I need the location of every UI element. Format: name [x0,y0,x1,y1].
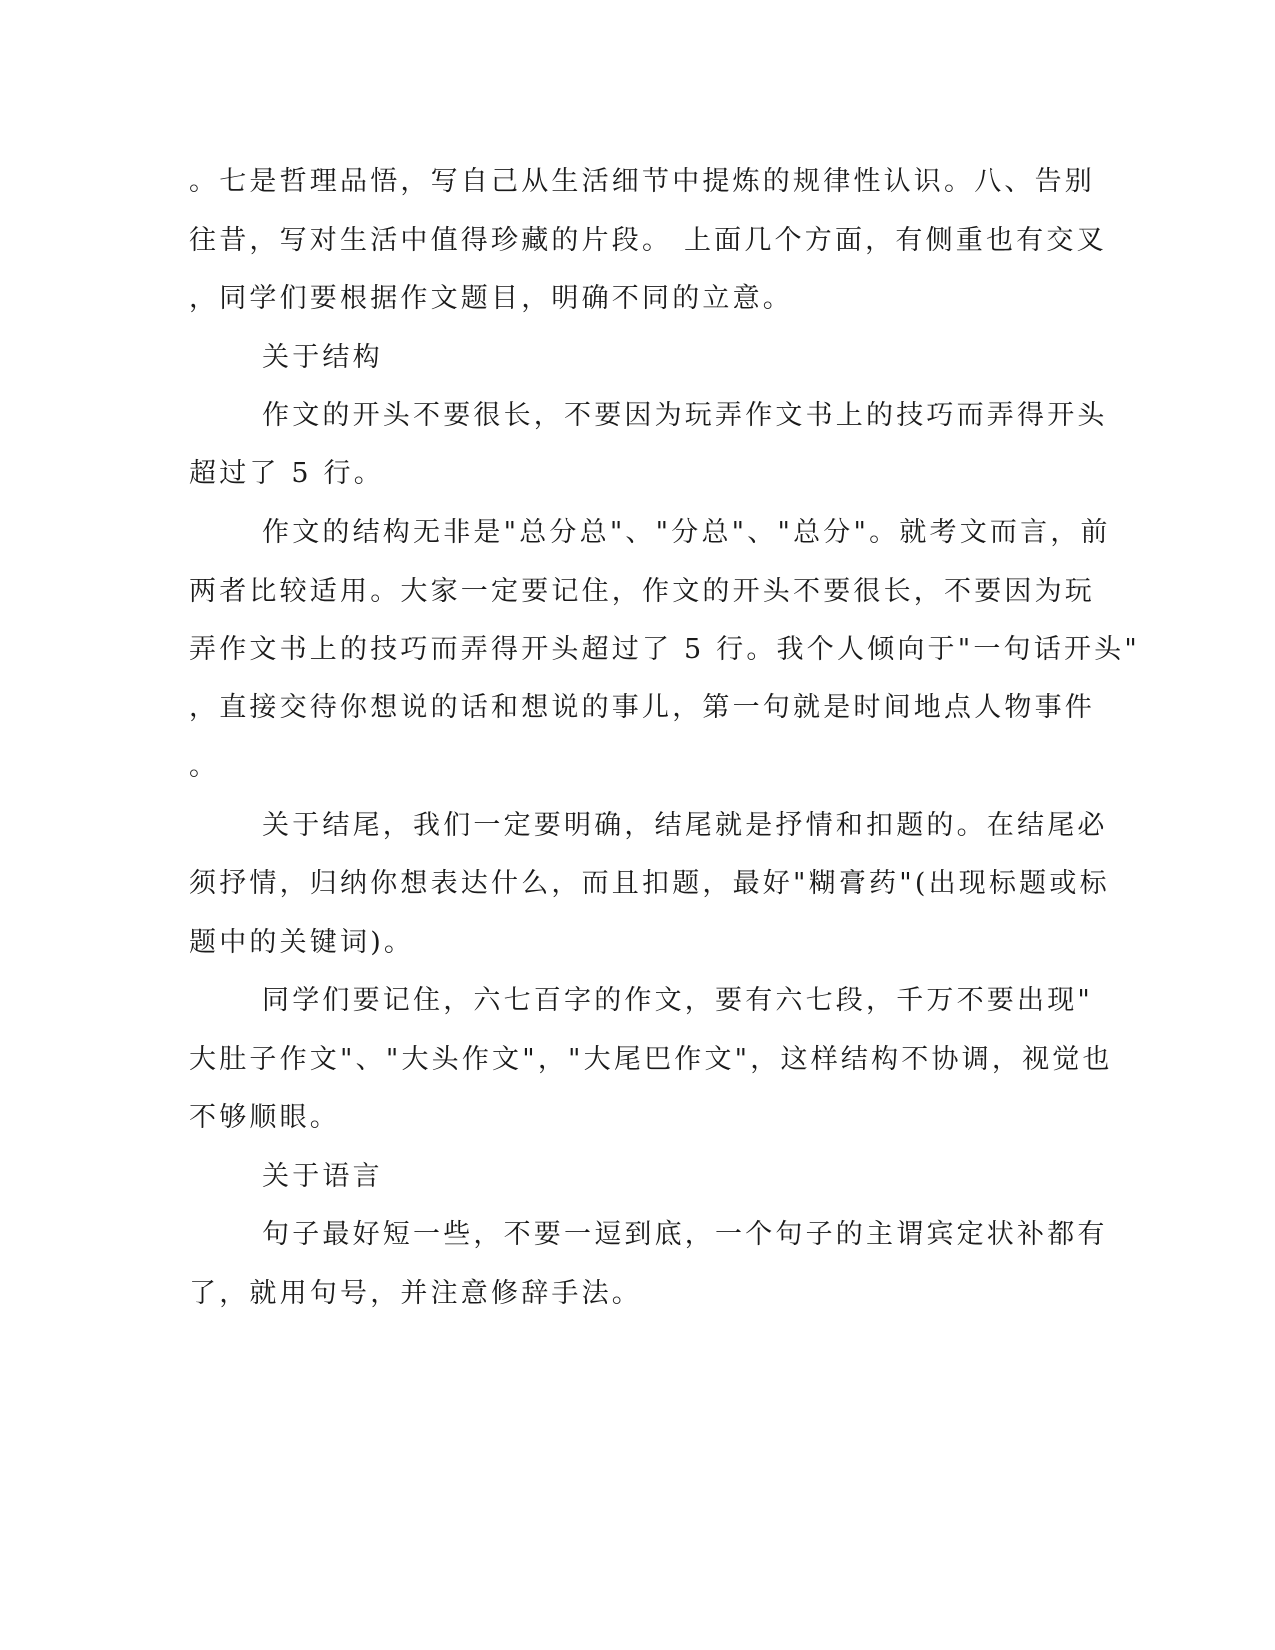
section-heading-structure: 关于结构 [262,342,383,373]
text-line: ，直接交待你想说的话和想说的事儿，第一句就是时间地点人物事件 [189,692,1095,723]
text-line: 往昔，写对生活中值得珍藏的片段。 上面几个方面，有侧重也有交叉 [189,225,1107,256]
text-line: ，同学们要根据作文题目，明确不同的立意。 [189,283,793,314]
text-line: 。七是哲理品悟，写自己从生活细节中提炼的规律性认识。八、告别 [189,166,1095,197]
section-heading-language: 关于语言 [262,1161,383,1192]
text-line: 须抒情，归纳你想表达什么，而且扣题，最好"糊膏药"(出现标题或标 [189,868,1110,899]
text-line: 同学们要记住，六七百字的作文，要有六七段，千万不要出现" [262,985,1094,1016]
text-line: 大肚子作文"、"大头作文"，"大尾巴作文"，这样结构不协调，视觉也 [189,1044,1113,1075]
text-line: 作文的结构无非是"总分总"、"分总"、"总分"。就考文而言，前 [262,517,1111,548]
text-line: 了，就用句号，并注意修辞手法。 [189,1278,642,1309]
text-line: 关于结尾，我们一定要明确，结尾就是抒情和扣题的。在结尾必 [262,810,1108,841]
text-line: 句子最好短一些，不要一逗到底，一个句子的主谓宾定状补都有 [262,1219,1108,1250]
text-line: 超过了 5 行。 [189,458,384,489]
text-line: 题中的关键词)。 [189,927,415,958]
text-line: 弄作文书上的技巧而弄得开头超过了 5 行。我个人倾向于"一句话开头" [189,634,1140,665]
text-line: 。 [189,751,220,782]
text-line: 两者比较适用。大家一定要记住，作文的开头不要很长，不要因为玩 [189,576,1095,607]
text-line: 作文的开头不要很长，不要因为玩弄作文书上的技巧而弄得开头 [262,400,1108,431]
text-line: 不够顺眼。 [189,1102,340,1133]
